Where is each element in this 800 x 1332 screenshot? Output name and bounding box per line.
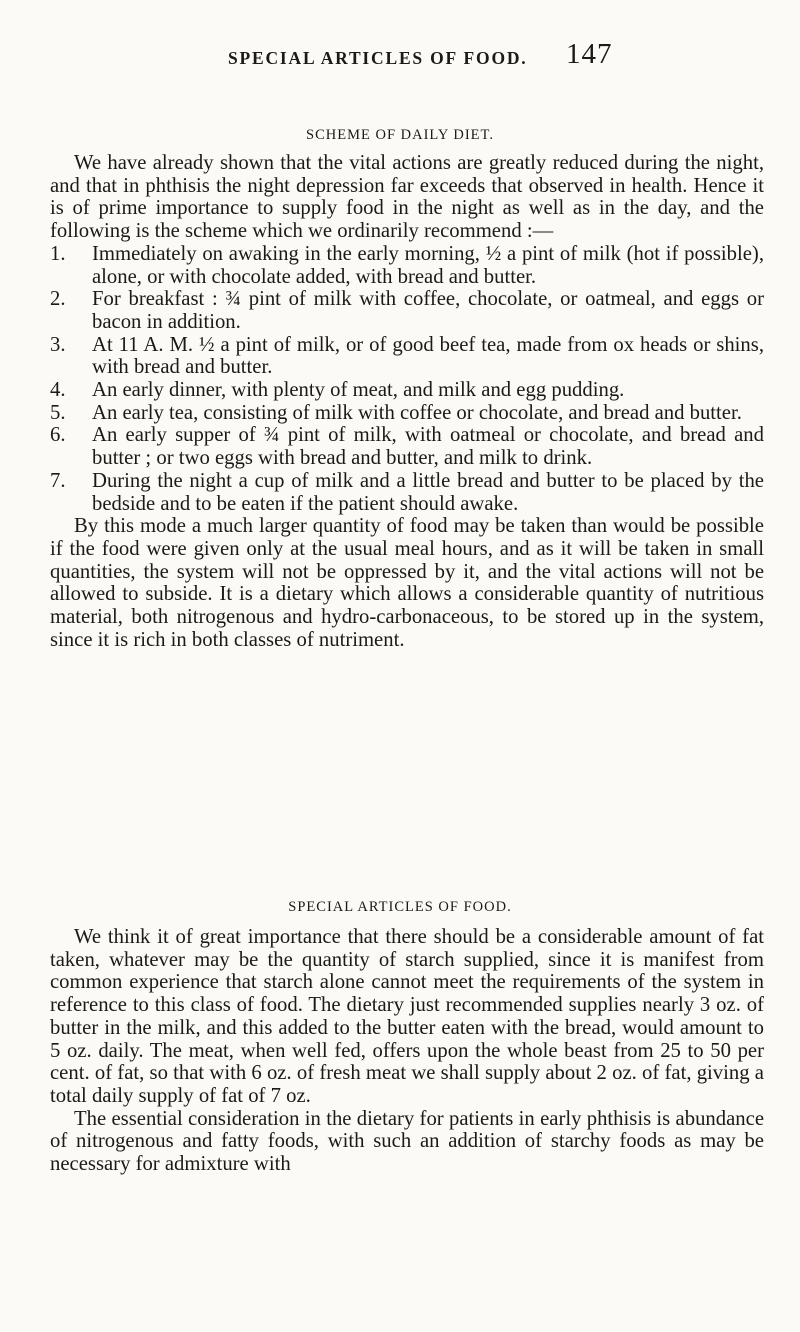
fat-paragraph: We think it of great importance that there should be a considerable amount of fat taken, whatever may be the quantity of starch supplied, since it is manifest from common experience that starch alone cannot meet the requirements of the system in reference to this class of food. The dietary just recommended supplies nearly 3 oz. of butter in the milk, and this added to the butter eaten with the bread, would amount to 5 oz. daily. The meat, when well fed, offers upon the whole beast from 25 to 50 per cent. of fat, so that with 6 oz. of fresh meat we shall supply about 2 oz. of fat, giving a total daily supply of fat of 7 oz. [50, 926, 764, 1107]
closing-paragraph: By this mode a much larger quantity of food may be taken than would be possible if the food were given only at the usual meal hours, and as it will be taken in small quantities, the system will not be oppressed by it, and the vital actions will not be allowed to subside. It is a dietary which allows a considerable quantity of nutritious material, both nitrogenous and hydro-carbonaceous, to be stored up in the system, since it is rich in both classes of nutriment. [50, 515, 764, 651]
section-heading-special-articles: SPECIAL ARTICLES OF FOOD. [288, 899, 512, 915]
item-text: At 11 A. M. ½ a pint of milk, or of good beef tea, made from ox heads or shins, with bread and butter. [92, 333, 764, 379]
running-title: SPECIAL ARTICLES OF FOOD. [228, 48, 528, 68]
item-number: 1. [50, 242, 66, 265]
daily-diet-section [50, 152, 764, 651]
list-item [50, 243, 764, 288]
item-text: An early supper of ¾ pint of milk, with oatmeal or chocolate, and bread and butter ; or two eggs with bread and butter, and milk to drink. [92, 424, 764, 470]
list-item [50, 334, 764, 379]
item-text: For breakfast : ¾ pint of milk with coffee, chocolate, or oatmeal, and eggs or bacon in addition. [92, 288, 764, 333]
intro-paragraph: We have already shown that the vital actions are greatly reduced during the night, and that in phthisis the night depression far exceeds that observed in health. Hence it is of prime importance to supply food in the night as well as in the day, and the following is the scheme which we ordinarily recommend :— [50, 152, 764, 243]
list-item [50, 402, 764, 425]
item-number: 3. [50, 333, 66, 356]
page-number: 147 [566, 38, 613, 70]
item-number: 4. [50, 379, 66, 402]
item-text: Immediately on awaking in the early morning, ½ a pint of milk (hot if possible), alone, or with chocolate added, with bread and butter. [92, 242, 764, 288]
list-item [50, 424, 764, 469]
item-number: 2. [50, 288, 66, 311]
list-item [50, 288, 764, 333]
essential-consideration-paragraph: The essential consideration in the dietary for patients in early phthisis is abundance of nitrogenous and fatty foods, with such an addition of starchy foods as may be necessary for admixture with [50, 1107, 764, 1176]
item-number: 6. [50, 424, 66, 447]
list-item [50, 470, 764, 515]
running-head [220, 38, 780, 78]
item-text: During the night a cup of milk and a little bread and butter to be placed by the bedside and to be eaten if the patient should awake. [92, 469, 764, 515]
list-item [50, 379, 764, 402]
item-number: 7. [50, 469, 66, 492]
item-text: An early tea, consisting of milk with coffee or chocolate, and bread and butter. [92, 401, 742, 424]
item-text: An early dinner, with plenty of meat, and milk and egg pudding. [92, 379, 625, 402]
special-articles-section [50, 926, 764, 1176]
item-number: 5. [50, 401, 66, 424]
section-heading-daily-diet: SCHEME OF DAILY DIET. [306, 127, 494, 143]
diet-scheme-list [50, 243, 764, 515]
